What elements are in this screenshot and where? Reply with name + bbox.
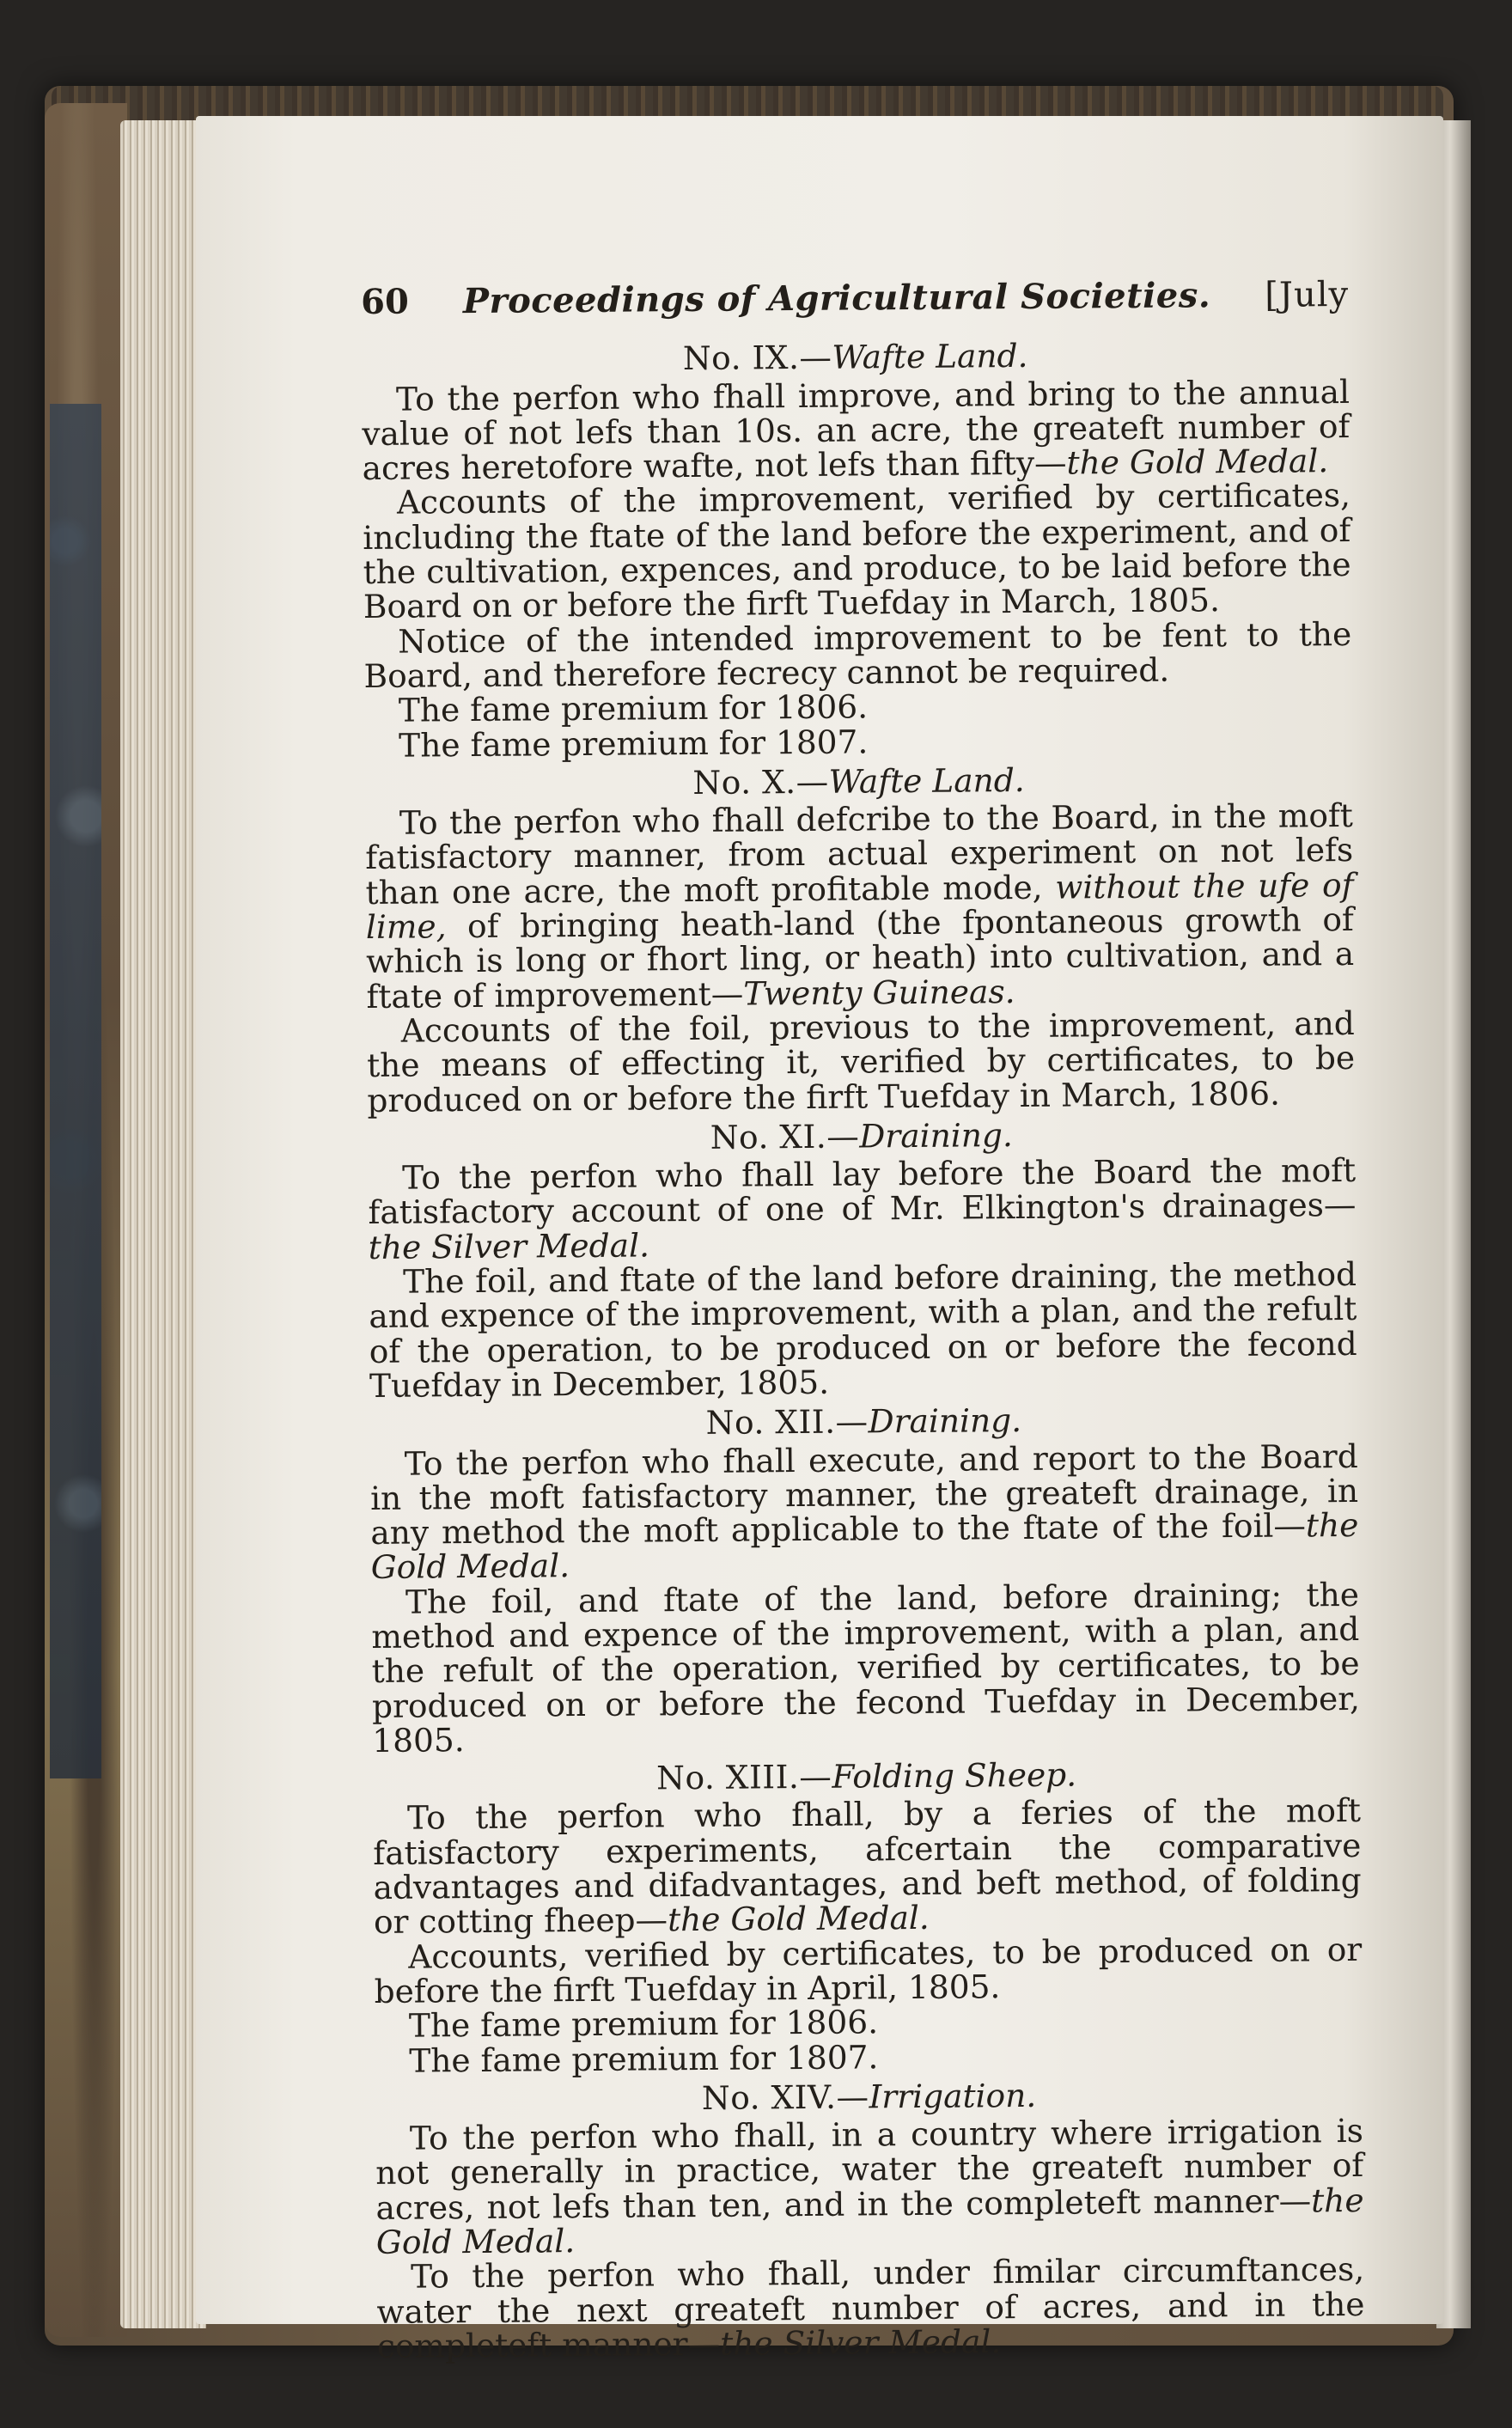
- entry-number: No. XI.—: [710, 1117, 860, 1156]
- entry-name: Wafte Land.: [828, 760, 1025, 801]
- running-header: [360, 274, 1350, 322]
- paragraph: The foil, and ftate of the land, before draining; the method and expence of the improvement, with a plan, and the refult of the operation, verified by certificates, to be produced on or before the fecond Tuefday in December, 1805.: [371, 1575, 1361, 1760]
- text: To the perfon who fhall defcribe to the Board, in the moft fatisfactory manner, from actual experiment on not lefs than one acre, the moft profitable mode,: [365, 796, 1354, 912]
- text: To the perfon who fhall lay before the Board the moft fatisfactory account of one of Mr. Elkington's drainages—: [368, 1151, 1357, 1232]
- entry-heading: [375, 2076, 1363, 2118]
- paragraph: [369, 1437, 1359, 1587]
- paragraph: [368, 1153, 1357, 1265]
- running-title: Proceedings of Agricultural Societies.: [462, 275, 1211, 322]
- entry-number: No. IX.—: [682, 338, 832, 378]
- paragraph: Notice of the intended improvement to be fent to the Board, and therefore fecrecy cannot be required.: [363, 614, 1352, 695]
- award-text: the Gold Medal.: [375, 2181, 1364, 2261]
- paragraph: The fame premium for 1806.: [398, 687, 869, 729]
- award-text: the Gold Medal.: [370, 1506, 1359, 1587]
- emphasis-text: without the ufe of lime,: [365, 865, 1354, 947]
- award-text: the Gold Medal.: [1066, 442, 1329, 482]
- text: To the perfon who fhall, in a country where irrigation is not generally in practice, water the greateft number of acres, not lefs than ten, and in the completeft manner—: [375, 2112, 1364, 2227]
- paragraph: [373, 1791, 1362, 1942]
- entry-number: No. X.—: [692, 762, 829, 802]
- award-text: Twenty Guineas.: [743, 972, 1015, 1013]
- page-edges: [120, 120, 206, 2328]
- entry-number: No. XIV.—: [701, 2077, 869, 2117]
- text: To the perfon who fhall, under fimilar circumftances, water the next greateft number of acres, and in the completeft manner—: [376, 2250, 1365, 2365]
- paragraph: [375, 2114, 1364, 2260]
- entry-name: Irrigation.: [869, 2076, 1037, 2116]
- entry-heading: [369, 1400, 1357, 1443]
- entry-name: Draining.: [868, 1401, 1022, 1441]
- paragraph: [365, 798, 1355, 1014]
- paragraph: The fame premium for 1807.: [399, 722, 869, 765]
- page-number: 60: [360, 281, 410, 322]
- text: To the perfon who fhall execute, and report to the Board in the moft fatisfactory manner, the greateft drainage, in any method the moft applicable to the ftate of the foil—: [369, 1437, 1359, 1553]
- paragraph: Accounts, verified by certificates, to be produced on or before the firft Tuefday in April, 1805.: [374, 1930, 1363, 2010]
- entry-number: No. XIII.—: [656, 1757, 832, 1797]
- award-text: the Silver Medal.: [719, 2322, 1002, 2363]
- header-month: [July: [1265, 274, 1350, 315]
- entry-name: Folding Sheep.: [832, 1755, 1077, 1796]
- paragraph: Accounts of the improvement, verified by certificates, including the ftate of the land before the experiment, and of the cultivation, expences, and produce, to be laid before the Board on or before the firft Tuefday in March, 1805.: [363, 476, 1351, 626]
- paragraph: The fame premium for 1806.: [408, 2003, 879, 2045]
- award-text: the Silver Medal.: [368, 1226, 650, 1266]
- text: of bringing heath-land (the fpontaneous growth of which is long or fhort ling, or heath) into cultivation, and a ftate of improvement—: [366, 900, 1355, 1016]
- text: To the perfon who fhall improve, and bring to the annual value of not lefs than 10s. an acre, the greateft number of acres heretofore wafte, not lefs than fifty—: [362, 372, 1350, 488]
- paragraph: [362, 372, 1350, 488]
- page-content: [360, 274, 1365, 2365]
- paragraph: The foil, and ftate of the land before draining, the method and expence of the improvement, with a plan, and the refult of the operation, to be produced on or before the fecond Tuefday in December, 1805.: [369, 1254, 1357, 1405]
- marbled-endpaper: [50, 404, 101, 1778]
- cover-top-edge: [52, 86, 1443, 120]
- entry-heading: [362, 336, 1350, 378]
- paragraph: [376, 2252, 1365, 2364]
- entry-heading: [368, 1115, 1356, 1157]
- entry-heading: [364, 760, 1352, 802]
- paragraph: Accounts of the foil, previous to the improvement, and the means of effecting it, verified by certificates, to be produced on or before the firft Tuefday in March, 1806.: [366, 1004, 1356, 1119]
- entry-number: No. XII.—: [705, 1402, 869, 1443]
- paragraph: The fame premium for 1807.: [409, 2037, 879, 2080]
- award-text: the Gold Medal.: [667, 1899, 930, 1939]
- text: To the perfon who fhall, by a feries of the moft fatisfactory experiments, afcertain the comparative advantages and difadvantages, and beft method, of folding or cotting fheep—: [373, 1791, 1362, 1942]
- entry-name: Wafte Land.: [832, 337, 1028, 376]
- entry-name: Draining.: [859, 1115, 1014, 1156]
- entry-heading: [373, 1755, 1361, 1797]
